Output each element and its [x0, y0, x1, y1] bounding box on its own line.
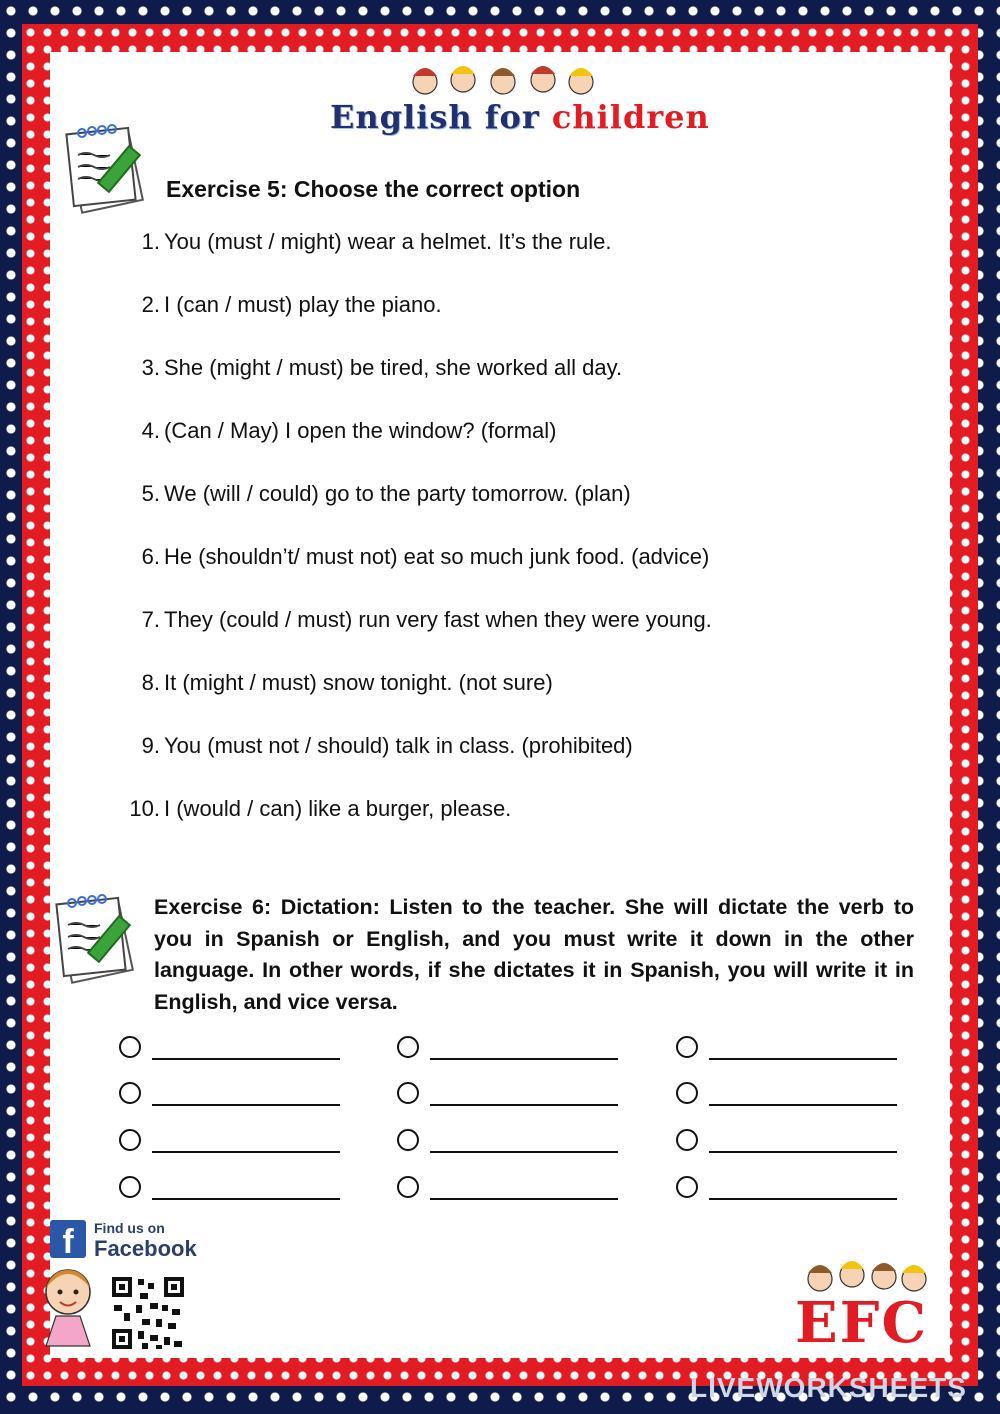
answer-blank[interactable]: [709, 1198, 897, 1200]
answer-checkbox[interactable]: [119, 1176, 141, 1198]
answer-blank[interactable]: [430, 1198, 618, 1200]
question-9: 9. You (must not / should) talk in class. (prohibited): [141, 733, 633, 758]
notepad-pencil-icon: [60, 115, 160, 215]
answer-checkbox[interactable]: [119, 1036, 141, 1058]
answer-checkbox[interactable]: [397, 1082, 419, 1104]
answer-checkbox[interactable]: [676, 1129, 698, 1151]
question-2: 2. I (can / must) play the piano.: [141, 292, 442, 317]
answer-checkbox[interactable]: [676, 1036, 698, 1058]
facebook-label: Facebook: [94, 1236, 197, 1261]
answer-checkbox[interactable]: [119, 1129, 141, 1151]
answer-blank[interactable]: [430, 1151, 618, 1153]
liveworksheets-watermark: LIVEWORKSHEETS: [690, 1372, 967, 1403]
efc-logo: EFC: [795, 1290, 929, 1356]
question-6: 6. He (shouldn’t/ must not) eat so much junk food. (advice): [141, 544, 710, 569]
answer-checkbox[interactable]: [397, 1036, 419, 1058]
question-3: 3. She (might / must) be tired, she worked all day.: [141, 355, 623, 380]
answer-blank[interactable]: [152, 1058, 340, 1060]
facebook-icon: f: [50, 1220, 86, 1258]
answer-checkbox[interactable]: [119, 1082, 141, 1104]
question-5: 5. We (will / could) go to the party tomorrow. (plan): [141, 481, 631, 506]
exercise-6-instructions: Exercise 6: Dictation: Listen to the teacher. She will dictate the verb to you in Spanish or English, and you must write it down in the other language. In other words, if she dictates it in Spanish, you will write it in English, and vice versa.: [154, 895, 914, 1014]
girl-illustration: [28, 1262, 110, 1358]
exercise-5-title: Exercise 5: Choose the correct option: [166, 176, 581, 202]
notepad-pencil-icon: [50, 885, 150, 985]
question-4: 4. (Can / May) I open the window? (formal): [141, 418, 557, 443]
question-10: 10. I (would / can) like a burger, please.: [129, 796, 512, 821]
answer-checkbox[interactable]: [397, 1176, 419, 1198]
answer-blank[interactable]: [709, 1151, 897, 1153]
answer-blank[interactable]: [709, 1104, 897, 1106]
answer-blank[interactable]: [430, 1058, 618, 1060]
qr-code: [110, 1275, 186, 1351]
answer-blank[interactable]: [709, 1058, 897, 1060]
answer-blank[interactable]: [430, 1104, 618, 1106]
english-for-children-logo: English for children: [330, 98, 710, 136]
answer-blank[interactable]: [152, 1198, 340, 1200]
answer-checkbox[interactable]: [397, 1129, 419, 1151]
question-8: 8. It (might / must) snow tonight. (not sure): [141, 670, 553, 695]
answer-checkbox[interactable]: [676, 1176, 698, 1198]
question-1: 1. You (must / might) wear a helmet. It’s the rule.: [141, 229, 612, 254]
find-us-on-label: Find us on: [94, 1220, 165, 1236]
answer-blank[interactable]: [152, 1104, 340, 1106]
answer-blank[interactable]: [152, 1151, 340, 1153]
question-7: 7. They (could / must) run very fast when they were young.: [141, 607, 712, 632]
answer-checkbox[interactable]: [676, 1082, 698, 1104]
